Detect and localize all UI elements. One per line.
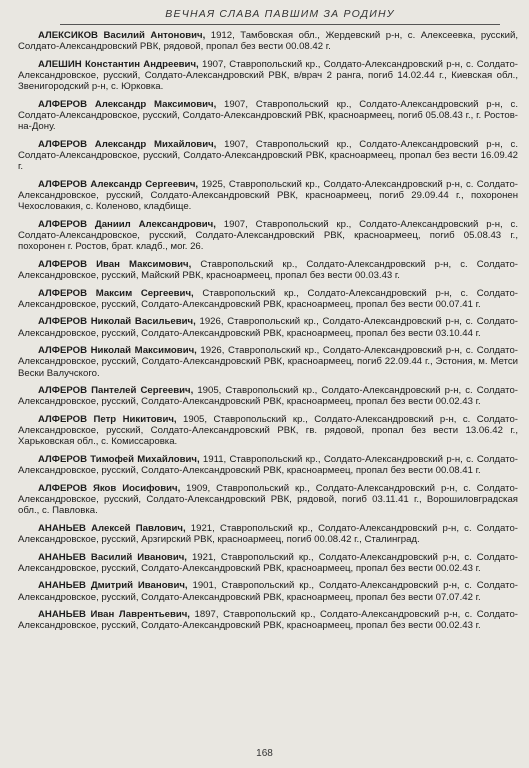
entry-name: АНАНЬЕВ Иван Лаврентьевич, bbox=[38, 609, 190, 621]
list-item bbox=[18, 523, 518, 545]
list-item bbox=[18, 414, 518, 448]
list-item bbox=[18, 99, 518, 133]
entry-name: АЛФЕРОВ Петр Никитович, bbox=[38, 413, 177, 425]
list-item bbox=[18, 179, 518, 213]
entry-text: 1926, Ставропольский кр., Солдато-Александровский р-н, с. Солдато-Александровское, русский, Солдато-Александровский РВК, красноармеец, пропал без вести 03.10.44 г. bbox=[18, 316, 518, 339]
list-item bbox=[18, 483, 518, 517]
list-item bbox=[18, 259, 518, 281]
entry-text: 1905, Ставропольский кр., Солдато-Александровский р-н, с. Солдато-Александровское, русский, Солдато-Александровский РВК, красноармеец, пропал без вести 00.02.43 г. bbox=[18, 385, 518, 408]
list-item bbox=[18, 454, 518, 476]
entry-text: 1925, Ставропольский кр., Солдато-Александровский р-н, с. Солдато-Александровское, русский, Солдато-Александровский РВК, красноармеец, погиб 29.09.44 г., похоронен Чехословакия, с. Коленово, кладбище. bbox=[18, 178, 518, 213]
entry-name: АНАНЬЕВ Алексей Павлович, bbox=[38, 522, 186, 534]
page-number: 168 bbox=[256, 748, 273, 759]
list-item bbox=[18, 139, 518, 173]
entry-text: 1921, Ставропольский кр., Солдато-Александровский р-н, с. Солдато-Александровское, русский, Солдато-Александровский РВК, красноармеец, пропал без вести 00.02.43 г. bbox=[18, 551, 518, 574]
entry-name: АЛФЕРОВ Пантелей Сергеевич, bbox=[38, 385, 194, 397]
entry-name: АЛФЕРОВ Яков Иосифович, bbox=[38, 482, 181, 494]
list-item bbox=[18, 345, 518, 379]
entry-name: АЛЕКСИКОВ Василий Антонович, bbox=[38, 30, 206, 41]
entry-name: АЛФЕРОВ Максим Сергеевич, bbox=[38, 287, 194, 299]
entry-text: 1921, Ставропольский кр., Солдато-Александровский р-н, с. Солдато-Александровское, русский, Арзгирский РВК, красноармеец, погиб 00.08.42 г., Сталинград. bbox=[18, 522, 518, 545]
header-rule bbox=[60, 24, 500, 25]
list-item bbox=[18, 219, 518, 253]
entry-name: АЛФЕРОВ Иван Максимович, bbox=[38, 258, 192, 270]
entry-name: АЛФЕРОВ Александр Михайлович, bbox=[38, 138, 217, 150]
entry-name: АЛФЕРОВ Даниил Александрович, bbox=[38, 218, 216, 230]
list-item bbox=[18, 552, 518, 574]
entry-name: АЛФЕРОВ Николай Максимович, bbox=[38, 345, 197, 357]
entry-text: Ставропольский кр., Солдато-Александровский р-н, с. Солдато-Александровское, русский, Солдато-Александровский РВК, красноармеец, пропал без вести 00.07.41 г. bbox=[18, 287, 518, 310]
entry-name: АЛФЕРОВ Тимофей Михайлович, bbox=[38, 453, 200, 465]
entry-name: АНАНЬЕВ Дмитрий Иванович, bbox=[38, 580, 188, 592]
entry-text: 1905, Ставропольский кр., Солдато-Александровский р-н, с. Солдато-Александровское, русский, Солдато-Александровский РВК, гв. рядовой, пропал без вести 13.06.42 г., Харьковская обл., с. Комиссаровка. bbox=[18, 413, 518, 448]
list-item bbox=[18, 580, 518, 602]
list-item bbox=[18, 288, 518, 310]
entry-text: 1907, Ставропольский кр., Солдато-Александровский р-н, с. Солдато-Александровское, русский, Солдато-Александровский РВК, в/врач 2 ранга, погиб 14.02.44 г., Киевская обл., Звенигородский р-н, с. Юрковка. bbox=[18, 58, 518, 93]
list-item bbox=[18, 385, 518, 407]
entry-text: Ставропольский кр., Солдато-Александровский р-н, с. Солдато-Александровское, русский, Майский РВК, красноармеец, пропал без вести 00.03.43 г. bbox=[18, 258, 518, 281]
entry-list bbox=[18, 30, 518, 638]
entry-text: 1907, Ставропольский кр., Солдато-Александровский р-н, с. Солдато-Александровское, русский, Солдато-Александровский РВК, красноармеец, погиб 05.08.43 г., г. Ростов-на-Дону. bbox=[18, 98, 518, 133]
entry-name: АЛФЕРОВ Александр Максимович, bbox=[38, 98, 217, 110]
entry-text: 1909, Ставропольский кр., Солдато-Александровский р-н, с. Солдато-Александровское, русский, Солдато-Александровский РВК, рядовой, погиб 03.11.41 г., Ворошиловградская обл., с. Павловка. bbox=[18, 482, 518, 517]
list-item bbox=[18, 30, 518, 52]
entry-text: 1901, Ставропольский кр., Солдато-Александровский р-н, с. Солдато-Александровское, русский, Солдато-Александровский РВК, красноармеец, пропал без вести 07.07.42 г. bbox=[18, 580, 518, 603]
entry-text: 1926, Ставропольский кр., Солдато-Александровский р-н, с. Солдато-Александровское, русский, Солдато-Александровский РВК, красноармеец, погиб 22.09.44 г., Эстония, м. Метси Вески Валучского. bbox=[18, 345, 518, 379]
list-item bbox=[18, 609, 518, 631]
entry-text: 1897, Ставропольский кр., Солдато-Александровский р-н, с. Солдато-Александровское, русский, Солдато-Александровский РВК, красноармеец, пропал без вести 00.02.43 г. bbox=[18, 609, 518, 632]
entry-name: АЛФЕРОВ Николай Васильевич, bbox=[38, 316, 196, 328]
entry-text: 1911, Ставропольский кр., Солдато-Александровский р-н, с. Солдато-Александровское, русский, Солдато-Александровский РВК, красноармеец, пропал без вести 00.08.41 г. bbox=[18, 453, 519, 477]
running-header: ВЕЧНАЯ СЛАВА ПАВШИМ ЗА РОДИНУ bbox=[165, 8, 395, 20]
entry-text: 1912, Тамбовская обл., Жердевский р-н, с. Алексеевка, русский, Солдато-Александровский РВК, рядовой, пропал без вести 00.08.42 г. bbox=[18, 30, 518, 53]
entry-name: АЛФЕРОВ Александр Сергеевич, bbox=[38, 178, 199, 190]
entry-text: 1907, Ставропольский кр., Солдато-Александровский р-н, с. Солдато-Александровское, русский, Солдато-Александровский РВК, красноармеец, пропал без вести 16.09.42 г. bbox=[18, 138, 518, 173]
entry-name: АЛЕШИН Константин Андреевич, bbox=[38, 58, 199, 70]
list-item bbox=[18, 59, 518, 93]
list-item bbox=[18, 316, 518, 338]
entry-text: 1907, Ставропольский кр., Солдато-Александровский р-н, с. Солдато-Александровское, русский, Солдато-Александровский РВК, красноармеец, погиб 05.08.43 г., похоронен г. Ростов, брат. кладб., мог. 26. bbox=[18, 218, 519, 253]
entry-name: АНАНЬЕВ Василий Иванович, bbox=[38, 551, 187, 563]
